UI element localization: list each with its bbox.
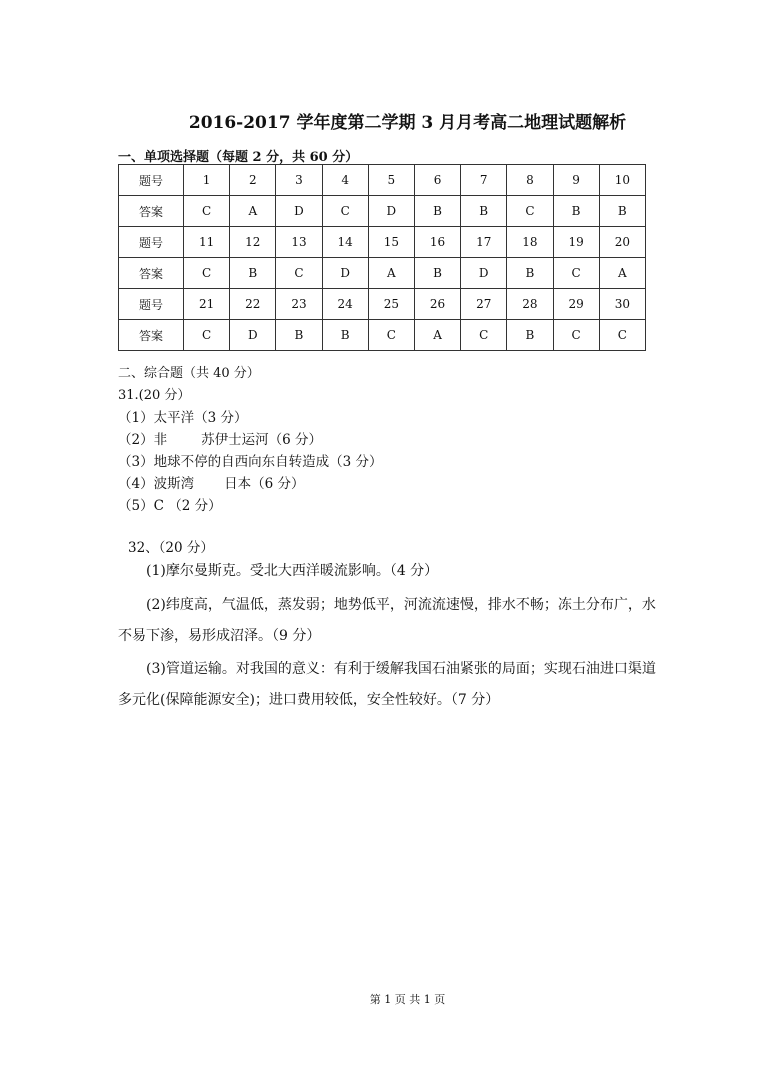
question-number-cell: 28 (507, 289, 553, 320)
answer-cell: C (184, 258, 230, 289)
question-number-cell: 16 (414, 227, 460, 258)
answer-cell: C (276, 258, 322, 289)
answer-cell: C (553, 320, 599, 351)
question-32-answer-2: (2)纬度高，气温低，蒸发弱；地势低平，河流流速慢，排水不畅；冻土分布广，水不易下渗，易形成沼泽。（9 分） (118, 597, 656, 644)
answer-cell: C (184, 320, 230, 351)
question-number-cell: 15 (368, 227, 414, 258)
question-number-cell: 1 (184, 165, 230, 196)
question-number-cell: 12 (230, 227, 276, 258)
page-footer: 第 1 页 共 1 页 (369, 993, 446, 1006)
question-number-row (119, 289, 646, 320)
question-number-cell: 26 (414, 289, 460, 320)
answer-cell: B (414, 258, 460, 289)
answer-cell: C (507, 196, 553, 227)
answer-cell: B (414, 196, 460, 227)
question-number-cell: 30 (599, 289, 645, 320)
question-31-item-5: （5）C （2 分） (118, 498, 222, 514)
question-number-cell: 7 (461, 165, 507, 196)
answer-cell: D (368, 196, 414, 227)
answer-cell: C (368, 320, 414, 351)
answer-cell: B (507, 320, 553, 351)
question-31-item-3: （3）地球不停的自西向东自转造成（3 分） (118, 454, 383, 470)
question-31-item-1: （1）太平洋（3 分） (118, 410, 248, 426)
question-32-answer-1: (1)摩尔曼斯克。受北大西洋暖流影响。（4 分） (146, 563, 439, 579)
answer-cell: A (230, 196, 276, 227)
answer-cell: B (276, 320, 322, 351)
question-number-cell: 29 (553, 289, 599, 320)
question-number-cell: 27 (461, 289, 507, 320)
question-31-header: 31.(20 分） (118, 388, 191, 403)
question-number-cell: 14 (322, 227, 368, 258)
section-heading-comprehensive: 二、综合题（共 40 分） (118, 366, 260, 381)
question-number-cell: 3 (276, 165, 322, 196)
question-number-cell: 18 (507, 227, 553, 258)
answer-label-cell: 答案 (119, 196, 184, 227)
question-number-cell: 24 (322, 289, 368, 320)
question-number-cell: 22 (230, 289, 276, 320)
question-number-cell: 10 (599, 165, 645, 196)
question-number-cell: 11 (184, 227, 230, 258)
answer-row (119, 258, 646, 289)
question-label-cell: 题号 (119, 289, 184, 320)
answer-cell: C (461, 320, 507, 351)
answer-cell: D (461, 258, 507, 289)
question-31-item-2: （2）非 苏伊士运河（6 分） (118, 432, 322, 448)
answer-cell: B (322, 320, 368, 351)
question-number-cell: 25 (368, 289, 414, 320)
answer-cell: D (322, 258, 368, 289)
answer-cell: A (414, 320, 460, 351)
question-label-cell: 题号 (119, 227, 184, 258)
question-number-cell: 23 (276, 289, 322, 320)
answer-cell: B (553, 196, 599, 227)
answer-row (119, 320, 646, 351)
answer-row (119, 196, 646, 227)
answer-cell: B (230, 258, 276, 289)
question-number-cell: 5 (368, 165, 414, 196)
answer-cell: D (276, 196, 322, 227)
question-31-item-4: （4）波斯湾 日本（6 分） (118, 476, 305, 492)
question-label-cell: 题号 (119, 165, 184, 196)
question-32-header: 32、（20 分） (128, 540, 214, 556)
answer-cell: C (599, 320, 645, 351)
answer-cell: B (461, 196, 507, 227)
question-number-row (119, 227, 646, 258)
question-number-cell: 4 (322, 165, 368, 196)
section-heading-multiple-choice: 一、单项选择题（每题 2 分，共 60 分） (118, 150, 359, 165)
question-number-cell: 6 (414, 165, 460, 196)
answer-cell: A (599, 258, 645, 289)
answer-cell: C (322, 196, 368, 227)
question-32-answer-3: (3)管道运输。对我国的意义：有利于缓解我国石油紧张的局面；实现石油进口渠道多元化(保障能源安全)；进口费用较低，安全性较好。（7 分） (118, 661, 656, 708)
question-number-cell: 20 (599, 227, 645, 258)
answer-label-cell: 答案 (119, 320, 184, 351)
answer-cell: C (184, 196, 230, 227)
answer-label-cell: 答案 (119, 258, 184, 289)
page-title: 2016-2017 学年度第二学期 3 月月考高二地理试题解析 (188, 113, 627, 133)
question-number-cell: 9 (553, 165, 599, 196)
question-number-cell: 2 (230, 165, 276, 196)
question-number-cell: 19 (553, 227, 599, 258)
answer-cell: B (507, 258, 553, 289)
answer-cell: D (230, 320, 276, 351)
answer-cell: C (553, 258, 599, 289)
answer-table (118, 164, 646, 351)
question-number-cell: 8 (507, 165, 553, 196)
question-number-cell: 21 (184, 289, 230, 320)
question-number-cell: 17 (461, 227, 507, 258)
question-number-row (119, 165, 646, 196)
answer-cell: B (599, 196, 645, 227)
answer-cell: A (368, 258, 414, 289)
question-number-cell: 13 (276, 227, 322, 258)
